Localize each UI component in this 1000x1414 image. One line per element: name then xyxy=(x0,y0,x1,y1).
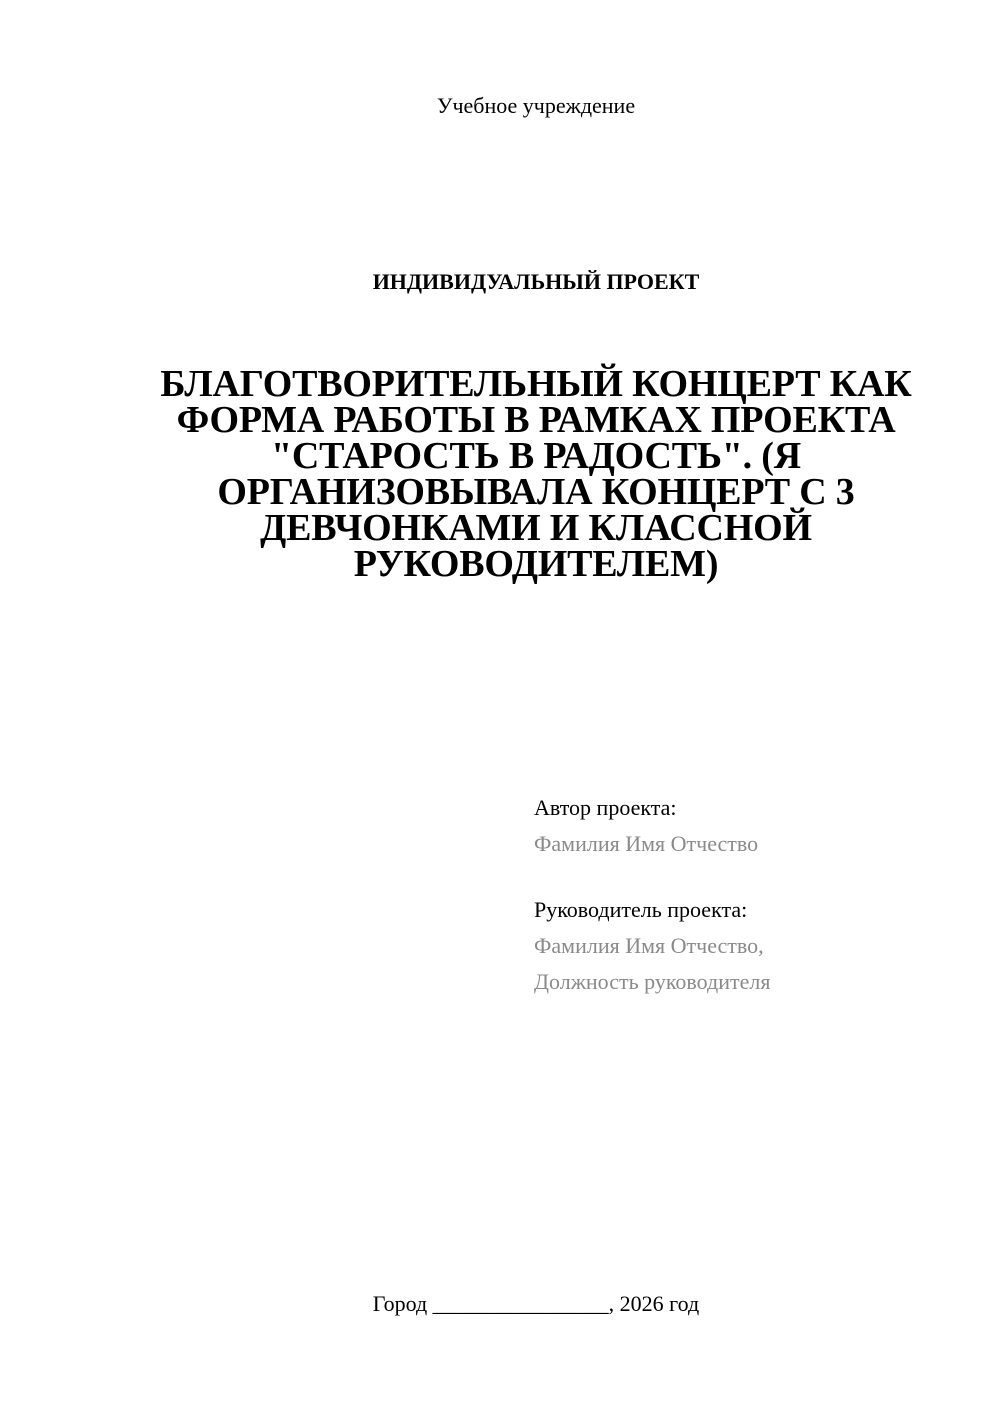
spacer xyxy=(534,862,974,892)
author-label: Автор проекта: xyxy=(534,795,677,820)
project-type-heading: ИНДИВИДУАЛЬНЫЙ ПРОЕКТ xyxy=(372,269,700,294)
project-people-block xyxy=(534,790,974,1000)
author-name: Фамилия Имя Отчество xyxy=(534,831,759,856)
city-year-line: Город ________________, 2026 год xyxy=(372,1291,700,1316)
supervisor-label: Руководитель проекта: xyxy=(534,897,748,922)
supervisor-name: Фамилия Имя Отчество, xyxy=(534,933,764,958)
supervisor-position: Должность руководителя xyxy=(534,969,771,994)
institution-name: Учебное учреждение xyxy=(436,93,636,118)
project-title: БЛАГОТВОРИТЕЛЬНЫЙ КОНЦЕРТ КАК ФОРМА РАБОТЫ В РАМКАХ ПРОЕКТА "СТАРОСТЬ В РАДОСТЬ". (Я ОРГАНИЗОВЫВАЛА КОНЦЕРТ С 3 ДЕВЧОНКАМИ И КЛАССНОЙ РУКОВОДИТЕЛЕМ) xyxy=(160,363,912,585)
